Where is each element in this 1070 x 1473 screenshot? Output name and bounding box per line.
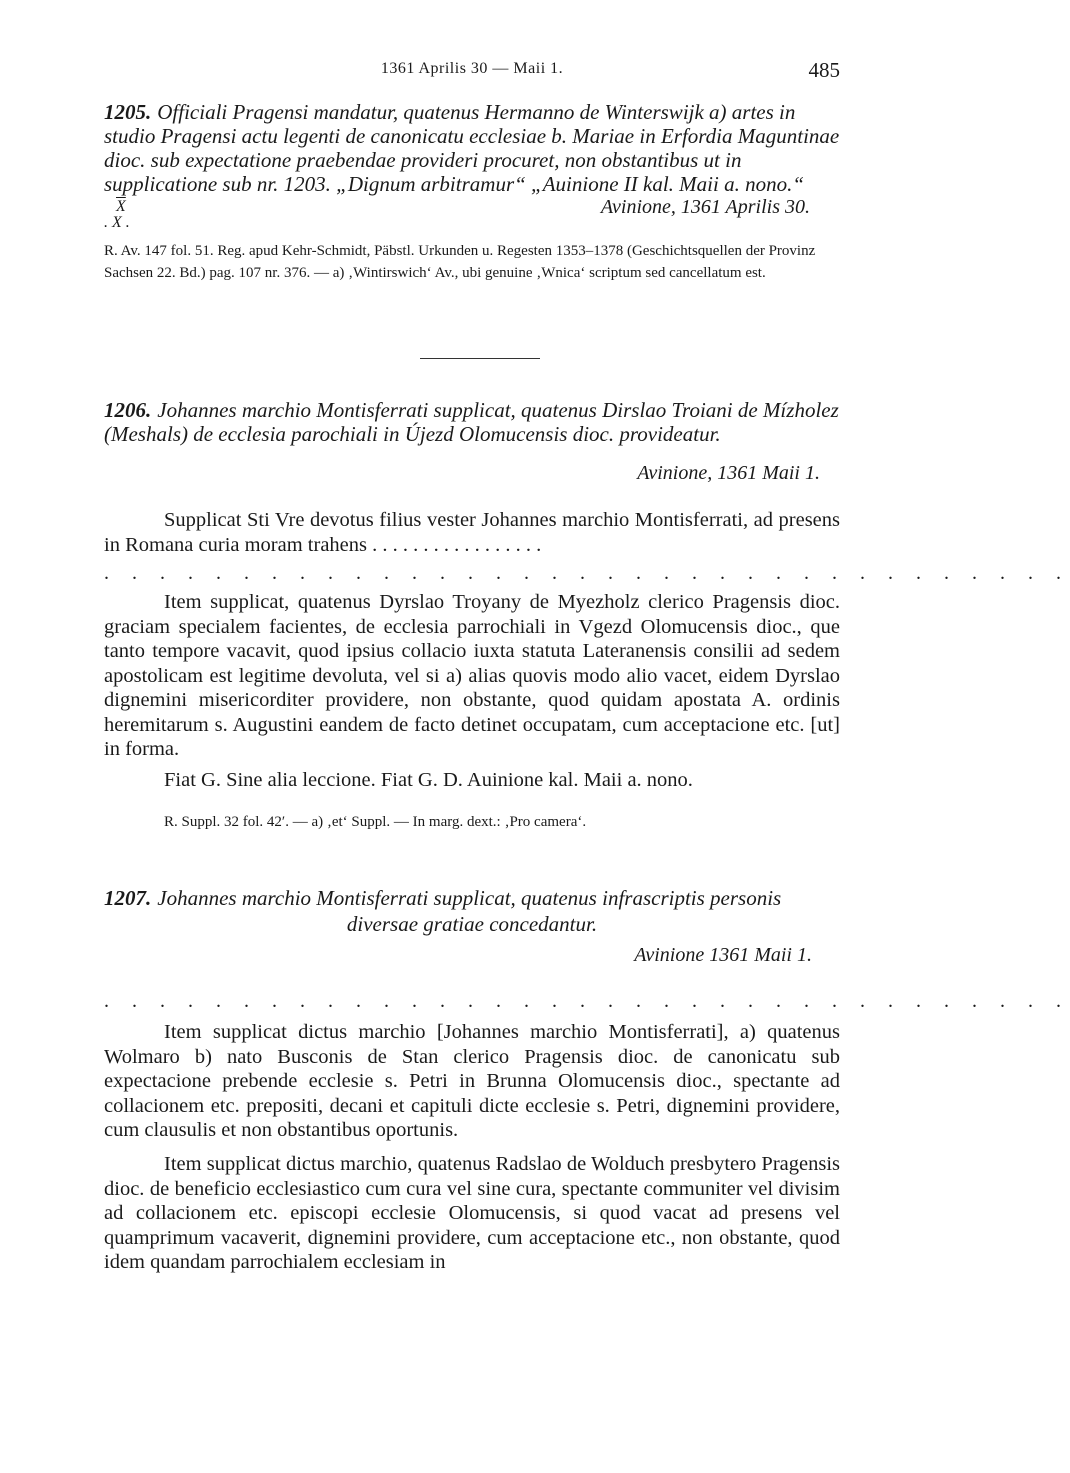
dateline: Avinione 1361 Maii 1. bbox=[634, 944, 812, 966]
supplication-paragraph-2: Item supplicat, quatenus Dyrslao Troyany de Myezholz clerico Pragensis dioc. graciam specialem facientes, de ecclesia parrochiali in Vgezd Olomucensis dioc., que tanto tempore vacavit, quod ipsius collacio iuxta statuta Lateranensis consilii ad sedem apostolicam est legitime devoluta, vel si a) alias quovis modo alio vacet, eidem Dyrslao dignemini misericorditer providere, non obstante, quod quidam apostata A. ordinis heremitarum s. Augustini eandem de facto detinet occupatam, cum acceptacione etc. [ut] in forma. bbox=[104, 591, 840, 760]
entry-summary: Johannes marchio Montisferrati supplicat, quatenus Dirslao Troiani de Mízholez (Meshals) de ecclesia parochiali in Újezd Olomucensis dioc. provideatur. bbox=[104, 398, 839, 446]
marginal-mark-2: . X . bbox=[104, 214, 130, 231]
entry-summary-line-1: Johannes marchio Montisferrati supplicat, quatenus infrascriptis personis bbox=[157, 886, 782, 910]
dateline: Avinione, 1361 Aprilis 30. bbox=[600, 196, 810, 218]
source-note: R. Suppl. 32 fol. 42′. — a) ‚et‘ Suppl. — In marg. dext.: ‚Pro camera‘. bbox=[164, 814, 587, 830]
source-note: R. Av. 147 fol. 51. Reg. apud Kehr-Schmidt, Päbstl. Urkunden u. Regesten 1353–1378 (Geschichtsquellen der Provinz Sachsen 22. Bd.) pag. 107 nr. 376. — a) ‚Wintirswich‘ Av., ubi genuine ‚Wnica‘ scriptum sed cancellatum est. bbox=[104, 243, 816, 281]
ellipsis-line: . . . . . . . . . . . . . . . . . . . . . . . . . . . . . . . . . . . bbox=[104, 562, 1070, 584]
entry-number: 1207. bbox=[104, 886, 152, 910]
supplication-paragraph-1: Item supplicat dictus marchio [Johannes marchio Montisferrati], a) quatenus Wolmaro b) nato Busconis de Stan clerico Pragensis dioc. de canonicatu sub expectacione prebende ecclesie s. Petri in Brunna Olomucensis dioc., spectante ad collacionem etc. prepositi, decani et capituli dicte ecclesie s. Petri, dignemini providere, cum clausulis et non obstantibus oportunis. bbox=[104, 1021, 840, 1141]
marginal-mark: $\overline{X}$ bbox=[116, 198, 126, 215]
supplication-paragraph-2: Item supplicat dictus marchio, quatenus Radslao de Wolduch presbytero Pragensis dioc. de beneficio ecclesiastico cum cura vel sine cura, spectante communiter vel divisim ad collacionem etc. episcopi ecclesie Olomucensis, si quod vacat ad presens vel quamprimum vacaverit, dignemini providere, cum acceptacione etc., non obstante, quod idem quandam parrochialem ecclesiam in bbox=[104, 1153, 840, 1273]
section-divider bbox=[420, 358, 540, 359]
entry-1207-heading bbox=[104, 886, 840, 910]
page-number: 485 bbox=[808, 58, 840, 82]
running-title: 1361 Aprilis 30 — Maii 1. bbox=[380, 60, 564, 77]
page-header bbox=[104, 60, 840, 86]
dateline: Avinione, 1361 Maii 1. bbox=[637, 462, 820, 484]
entry-number: 1205. bbox=[104, 100, 152, 124]
entry-1206-heading bbox=[104, 398, 840, 446]
supplication-paragraph-1: Supplicat Sti Vre devotus filius vester Johannes marchio Montisferrati, ad presens in Romana curia moram trahens . . . . . . . . . . . . . . . . . bbox=[104, 509, 840, 556]
entry-1205-heading bbox=[104, 100, 840, 196]
ellipsis-line: . . . . . . . . . . . . . . . . . . . . . . . . . . . . . . . . . . . bbox=[104, 990, 1070, 1012]
entry-summary: Officiali Pragensi mandatur, quatenus Hermanno de Winterswijk a) artes in studio Pragensi actu legenti de canonicatu ecclesiae b. Mariae in Erfordia Maguntinae dioc. sub expectatione praebendae provideri procuret, non obstantibus ut in supplicatione sub nr. 1203. „Dignum arbitramur“ „Auinione II kal. Maii a. nono.“ bbox=[104, 100, 840, 196]
fiat-line: Fiat G. Sine alia leccione. Fiat G. D. Auinione kal. Maii a. nono. bbox=[164, 769, 693, 791]
entry-number: 1206. bbox=[104, 398, 152, 422]
entry-summary-line-2: diversae gratiae concedantur. bbox=[346, 912, 598, 936]
